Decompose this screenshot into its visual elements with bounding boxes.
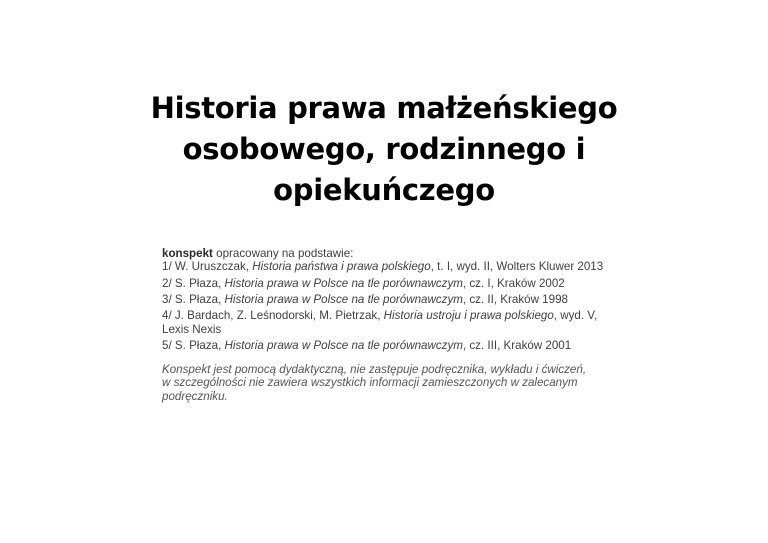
bib-authors: 1/ W. Uruszczak, xyxy=(162,260,253,274)
bibliography-item xyxy=(162,260,622,273)
bib-details: , wyd. V, Lexis Nexis xyxy=(162,309,598,336)
title-line-3: opiekuńczego xyxy=(273,173,495,207)
bib-title: Historia prawa w Polsce na tle porównawczym xyxy=(224,338,463,352)
bib-authors: 4/ J. Bardach, Z. Leśnodorski, M. Pietrzak, xyxy=(162,309,384,323)
bib-title: Historia prawa w Polsce na tle porównawczym xyxy=(224,292,463,306)
bibliography-item xyxy=(162,293,622,306)
bibliography-item xyxy=(162,339,622,352)
bibliography-item xyxy=(162,309,622,335)
bibliography-item xyxy=(162,277,622,290)
bib-authors: 5/ S. Płaza, xyxy=(162,338,225,352)
bib-authors: 2/ S. Płaza, xyxy=(162,276,225,290)
bib-details: , cz. II, Kraków 1998 xyxy=(462,292,568,306)
intro-text: opracowany na podstawie: xyxy=(212,247,354,260)
bib-authors: 3/ S. Płaza, xyxy=(162,292,225,306)
bib-details: , cz. I, Kraków 2002 xyxy=(462,276,565,290)
disclaimer-note: Konspekt jest pomocą dydaktyczną, nie zastępuje podręcznika, wykładu i ćwiczeń, w szczególności nie zawiera wszystkich informacji zamieszczonych w zalecanym podręczniku. xyxy=(162,363,587,403)
title-line-2: osobowego, rodzinnego i xyxy=(182,132,586,166)
bib-title: Historia ustroju i prawa polskiego xyxy=(383,309,554,323)
bib-title: Historia prawa w Polsce na tle porównawczym xyxy=(224,276,463,290)
title-line-1: Historia prawa małżeńskiego xyxy=(150,91,618,125)
bib-details: , t. I, wyd. II, Wolters Kluwer 2013 xyxy=(430,260,604,274)
intro-line xyxy=(162,247,622,260)
bib-title: Historia państwa i prawa polskiego xyxy=(252,260,431,274)
slide-content xyxy=(162,247,622,403)
bib-details: , cz. III, Kraków 2001 xyxy=(462,338,572,352)
intro-keyword: konspekt xyxy=(162,247,213,260)
slide-title xyxy=(100,88,668,211)
bibliography-list xyxy=(162,260,622,352)
